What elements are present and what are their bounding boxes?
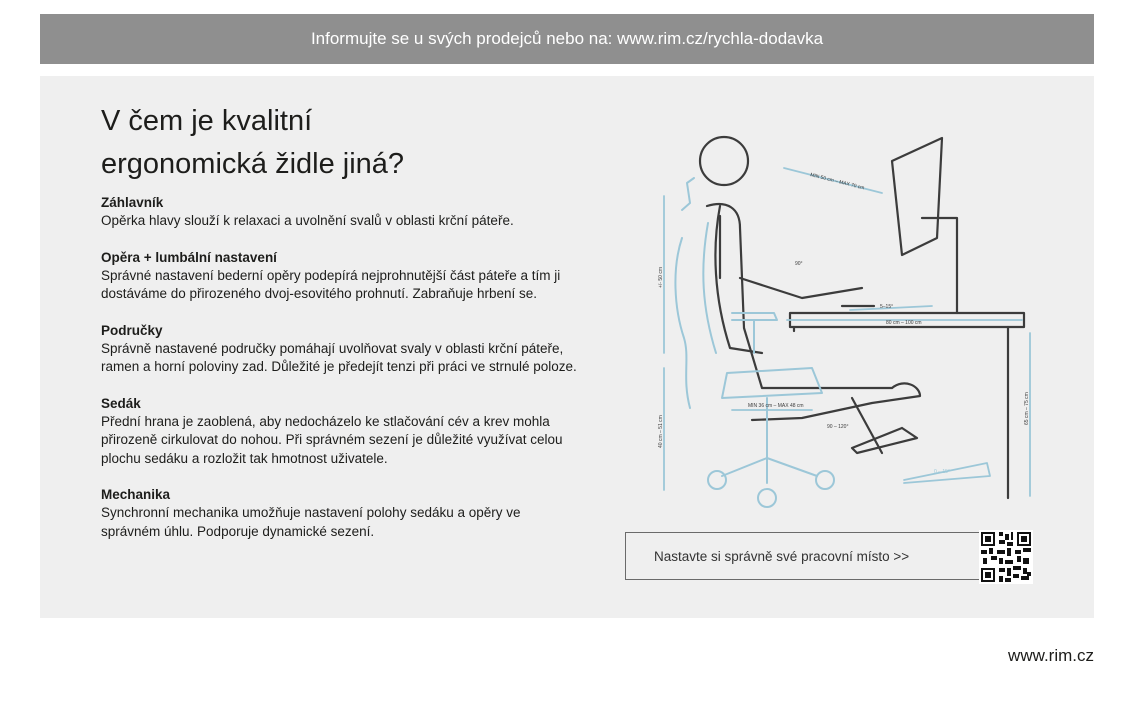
top-banner xyxy=(40,14,1094,64)
monitor xyxy=(892,138,957,313)
content-panel xyxy=(40,76,1094,618)
banner-text: Informujte se u svých prodejců nebo na: www.rim.cz/rychla-dodavka xyxy=(310,29,824,48)
page-title xyxy=(101,100,404,186)
label-footrest-angle: 0 – 15° xyxy=(934,469,950,475)
section-seat xyxy=(101,395,581,469)
label-wrist-angle: 5–15° xyxy=(880,304,894,310)
label-seat-height: 40 cm – 51 cm xyxy=(658,415,664,448)
footer-url[interactable] xyxy=(1008,646,1094,666)
feature-list xyxy=(101,194,581,559)
title-line-2: ergonomická židle jiná? xyxy=(101,148,405,180)
title-line-1: V čem je kvalitní xyxy=(101,105,313,137)
workplace-setup-link[interactable] xyxy=(625,532,987,580)
section-body: Přední hrana je zaoblená, aby nedocházelo ke stlačování cév a krev mohla přirozeně cirkulovat do nohou. Při správném sezení je důležité využívat celou plochu sedáku a rozložit tak hmotnost uživatele. xyxy=(101,413,563,466)
label-desk-depth: 80 cm – 100 cm xyxy=(886,320,922,326)
section-heading: Opěra + lumbální nastavení xyxy=(101,249,277,265)
footer-url-text: www.rim.cz xyxy=(1008,646,1094,665)
section-heading: Záhlavník xyxy=(101,195,164,210)
section-body: Správně nastavené područky pomáhají uvolňovat svaly v oblasti krční páteře, ramen a horní poloviny zad. Důležité je předejít tenzi při práci ve strnulé poloze. xyxy=(101,340,577,374)
section-heading: Područky xyxy=(101,322,163,338)
label-knee-angle: 90 – 120° xyxy=(827,424,849,430)
section-body: Synchronní mechanika umožňuje nastavení polohy sedáku a opěry ve správném úhlu. Podporuje dynamické sezení. xyxy=(101,505,521,539)
label-monitor-distance: MIN 50 cm – MAX 70 cm xyxy=(809,172,865,192)
office-chair xyxy=(675,178,834,507)
section-backrest xyxy=(101,249,581,304)
label-seat-depth: MIN 36 cm – MAX 48 cm xyxy=(748,403,804,409)
section-body: Opěrka hlavy slouží k relaxaci a uvolnění svalů v oblasti krční páteře. xyxy=(101,213,514,228)
section-heading: Mechanika xyxy=(101,487,171,502)
label-elbow-angle: 90° xyxy=(795,261,803,267)
section-armrests xyxy=(101,322,581,377)
ergonomics-diagram xyxy=(612,128,1032,518)
cta-label: Nastavte si správně své pracovní místo >> xyxy=(654,548,910,564)
section-body: Správné nastavení bederní opěry podepírá nejprohnutější část páteře a tím ji dostáváme do přirozeného dvoj-esovitého prohnutí. Zabraňuje hrbení se. xyxy=(101,267,561,301)
label-desk-height: 65 cm – 75 cm xyxy=(1024,392,1030,425)
section-heading: Sedák xyxy=(101,395,141,411)
section-headrest xyxy=(101,194,581,231)
section-mechanism xyxy=(101,486,581,541)
qr-code-icon[interactable] xyxy=(979,530,1033,584)
label-backrest-height: +/- 50 cm xyxy=(658,267,664,288)
person xyxy=(700,137,920,453)
